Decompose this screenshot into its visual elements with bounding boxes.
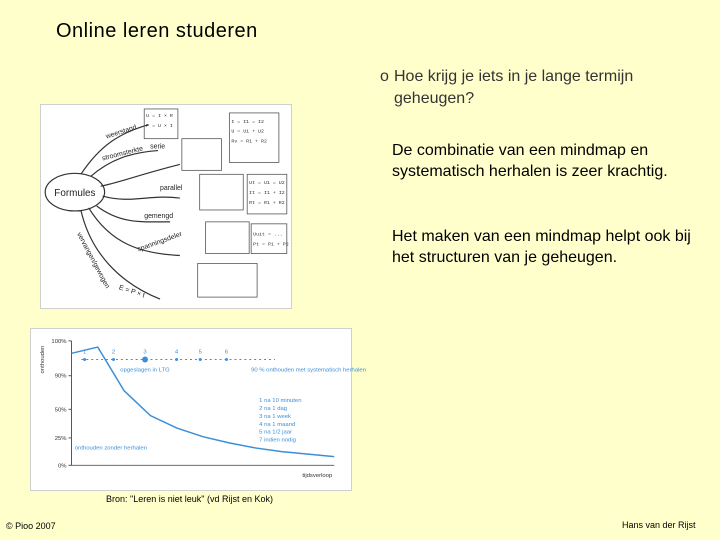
annotation-stored: opgeslagen in LTG — [120, 367, 170, 374]
repetition-marker-label: 6 — [224, 349, 229, 356]
annotation-without-repetition: onthouden zonder herhalen — [74, 445, 148, 452]
circuit-box — [206, 222, 250, 254]
mindmap-formula: Rv = R1 + R2 — [231, 139, 267, 145]
repetition-marker-label: 1 — [82, 349, 87, 356]
circuit-box — [198, 263, 257, 297]
annotation-with-repetition: 90 % onthouden met systematisch herhalen — [251, 367, 367, 374]
mindmap-branch-label: stroomsterkte — [101, 145, 144, 163]
mindmap-branch-label: serie — [150, 143, 166, 151]
repetition-marker-label: 2 — [111, 349, 116, 356]
mindmap-formula: U = I × R — [146, 113, 173, 119]
mindmap-formula: P = U × I — [146, 123, 173, 129]
repetition-marker-label: 5 — [198, 349, 202, 356]
mindmap-formula: Pt = P1 + P2 — [253, 242, 289, 248]
repetition-marker — [199, 358, 202, 361]
schedule-item: 5 na 1/2 jaar — [259, 429, 292, 436]
schedule-item: 3 na 1 week — [259, 413, 292, 420]
mindmap-branch-label: weerstand — [105, 124, 138, 141]
schedule-item: 4 na 1 maand — [259, 421, 296, 428]
repetition-marker — [112, 358, 115, 361]
x-axis-label: tijdsverloop — [302, 473, 333, 480]
footer-copyright: © Pioo 2007 — [6, 521, 56, 531]
mindmap-formula: Ut = U1 = U2 — [249, 181, 285, 187]
schedule-item: 7 indien nodig — [259, 437, 296, 444]
source-caption: Bron: "Leren is niet leuk" (vd Rijst en Kok) — [106, 494, 273, 504]
question-text: Hoe krijg je iets in je lange termijn geheugen? — [394, 68, 634, 107]
y-tick-label: 0% — [57, 463, 67, 470]
schedule-item: 1 na 10 minuten — [259, 398, 302, 405]
bullet-question — [380, 66, 700, 110]
mindmap-branch-label: gemengd — [144, 212, 174, 220]
bullet-marker: o — [380, 68, 389, 85]
slide-title: Online leren studeren — [56, 20, 258, 42]
mindmap-branch-line — [103, 196, 180, 199]
mindmap-branch-line — [101, 164, 180, 186]
forgetting-curve-figure — [30, 328, 367, 491]
y-tick-label: 90% — [54, 373, 67, 380]
repetition-marker-label: 3 — [143, 349, 147, 356]
mindmap-center-label: Formules — [54, 188, 96, 200]
repetition-marker — [225, 358, 228, 361]
y-tick-label: 100% — [51, 338, 67, 345]
circuit-box — [251, 224, 287, 254]
paragraph-combination: De combinatie van een mindmap en systematisch herhalen is zeer krachtig. — [392, 142, 668, 180]
repetition-marker — [175, 358, 178, 361]
footer-author: Hans van der Rijst — [622, 520, 696, 530]
forgetting-curve-chart — [31, 329, 367, 490]
mindmap-figure — [40, 104, 292, 309]
repetition-marker — [142, 357, 148, 363]
circuit-box — [200, 174, 244, 210]
y-tick-label: 50% — [54, 407, 67, 414]
mindmap-branch-label: vervangen/gewogen — [75, 231, 111, 290]
paragraph-mindmap: Het maken van een mindmap helpt ook bij het structuren van je geheugen. — [392, 228, 691, 266]
mindmap-formula: U = U1 + U2 — [231, 129, 264, 135]
mindmap-branch-label: parallel — [160, 185, 183, 193]
mindmap-bottom-label: E = P × t — [117, 284, 146, 300]
mindmap-formula: Rt = R1 + R2 — [249, 201, 285, 207]
mindmap-formula: I = I1 = I2 — [231, 119, 264, 125]
mindmap-formula: It = I1 + I2 — [249, 191, 285, 197]
schedule-item: 2 na 1 dag — [259, 405, 288, 412]
repetition-marker-label: 4 — [174, 349, 179, 356]
circuit-box — [182, 139, 222, 171]
mindmap-formula: Uuit = ... — [253, 232, 283, 238]
repetition-marker — [83, 358, 86, 361]
y-axis-label: onthouden — [39, 345, 46, 374]
mindmap-branch-label: spanningsdeler — [136, 230, 184, 254]
y-tick-label: 25% — [54, 435, 67, 442]
mindmap-svg — [41, 105, 291, 308]
